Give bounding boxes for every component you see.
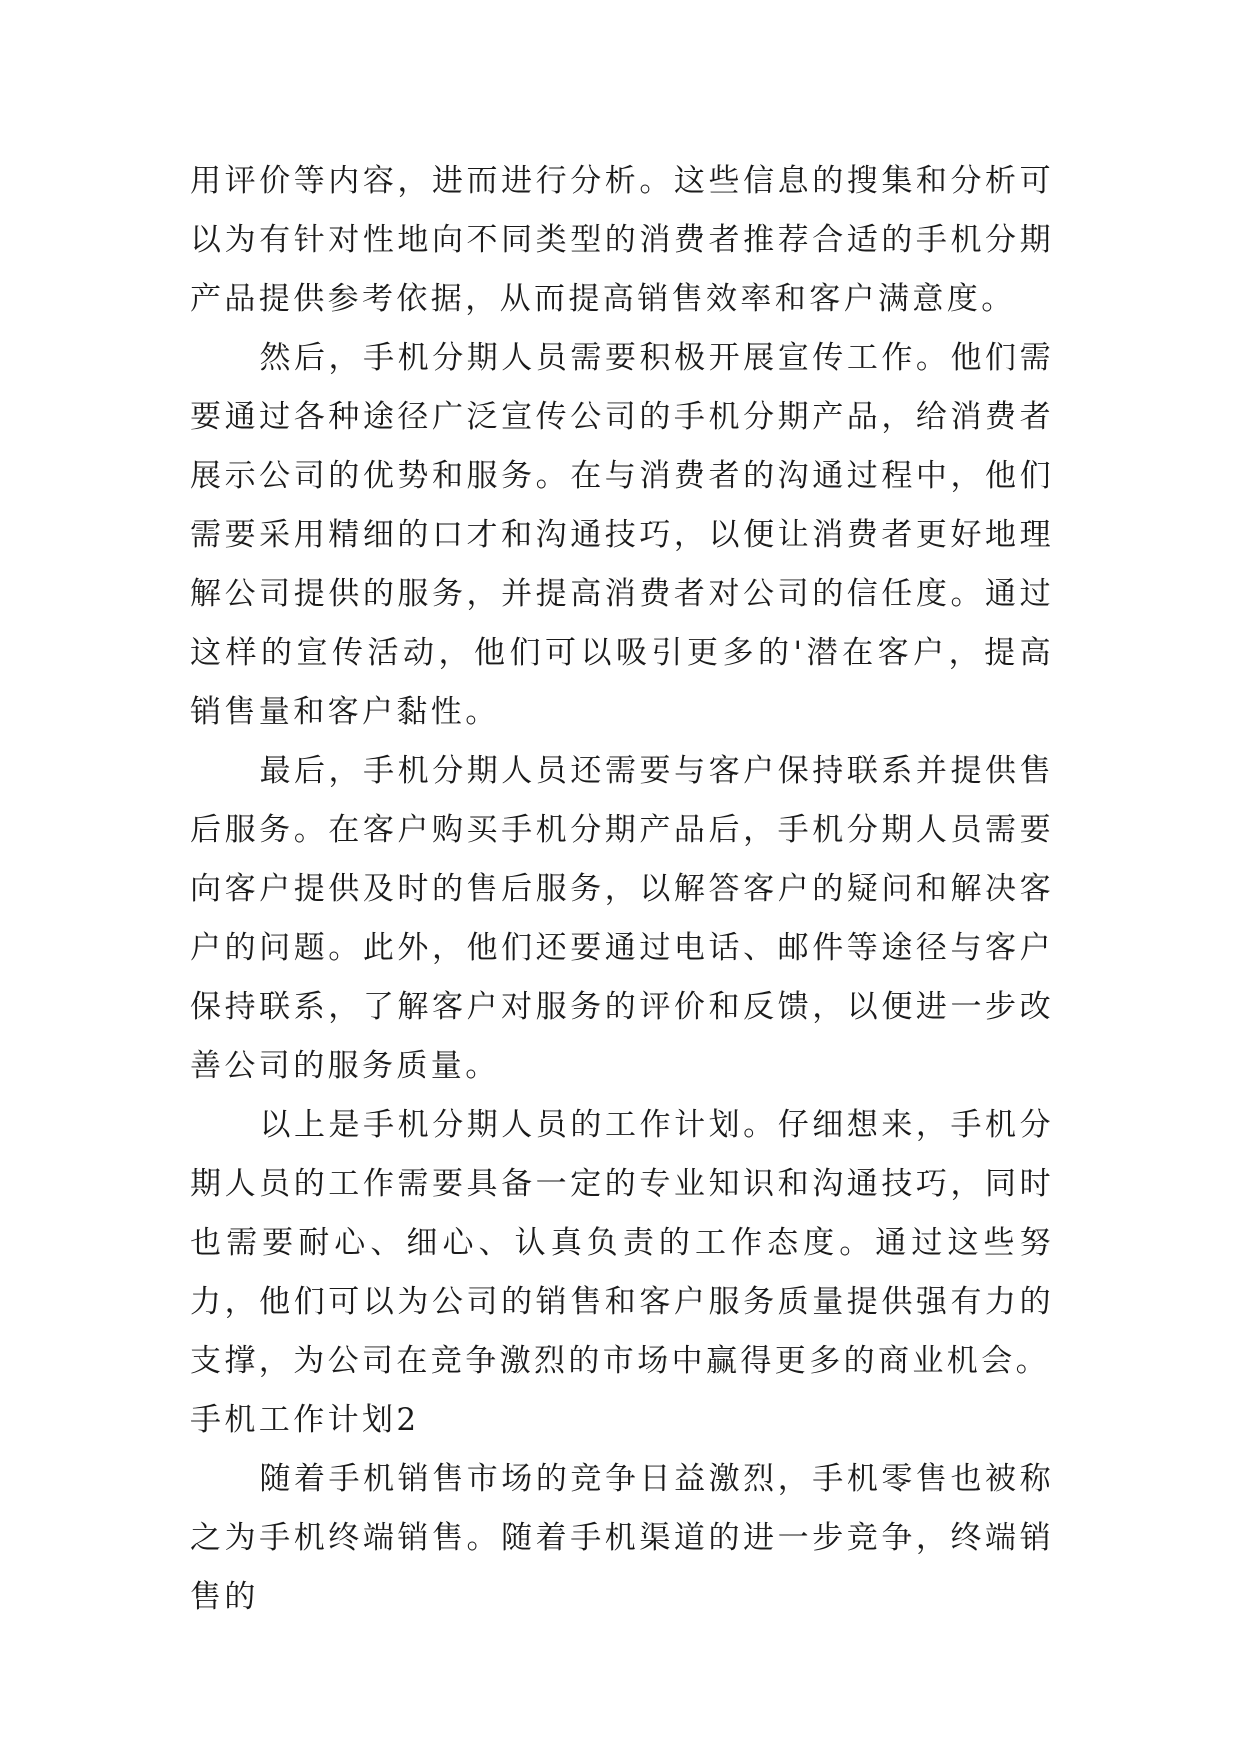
paragraph-section-2-intro: 随着手机销售市场的竞争日益激烈，手机零售也被称之为手机终端销售。随着手机渠道的进一步竞争，终端销售的 (190, 1461, 1054, 1615)
paragraph-continued: 用评价等内容，进而进行分析。这些信息的搜集和分析可以为有针对性地向不同类型的消费者推荐合适的手机分期产品提供参考依据，从而提高销售效率和客户满意度。 (190, 163, 1054, 317)
paragraph-promotion: 然后，手机分期人员需要积极开展宣传工作。他们需要通过各种途径广泛宣传公司的手机分期产品，给消费者展示公司的优势和服务。在与消费者的沟通过程中，他们需要采用精细的口才和沟通技巧，以便让消费者更好地理解公司提供的服务，并提高消费者对公司的信任度。通过这样的宣传活动，他们可以吸引更多的'潜在客户，提高销售量和客户黏性。 (190, 340, 1054, 730)
paragraph-after-sales: 最后，手机分期人员还需要与客户保持联系并提供售后服务。在客户购买手机分期产品后，手机分期人员需要向客户提供及时的售后服务，以解答客户的疑问和解决客户的问题。此外，他们还要通过电话、邮件等途径与客户保持联系，了解客户对服务的评价和反馈，以便进一步改善公司的服务质量。 (190, 753, 1054, 1084)
paragraph-summary: 以上是手机分期人员的工作计划。仔细想来，手机分期人员的工作需要具备一定的专业知识和沟通技巧，同时也需要耐心、细心、认真负责的工作态度。通过这些努力，他们可以为公司的销售和客户服务质量提供强有力的支撑，为公司在竞争激烈的市场中赢得更多的商业机会。 (190, 1107, 1054, 1379)
document-body (190, 152, 1054, 1627)
section-heading: 手机工作计划2 (190, 1402, 420, 1438)
